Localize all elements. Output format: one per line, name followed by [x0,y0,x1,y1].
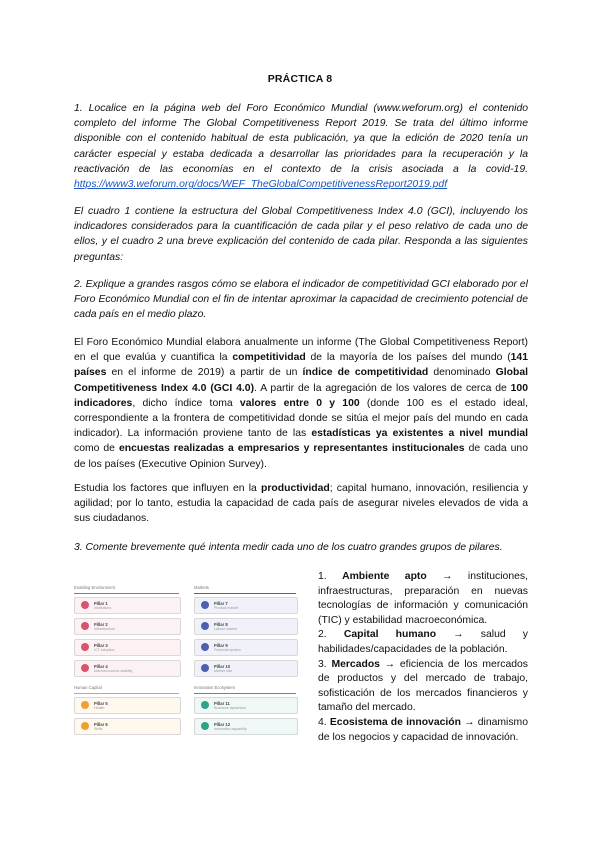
group-title-enabling: Enabling Environment [74,585,115,590]
pillar-icon [81,664,89,672]
answer-text: denominado [428,367,496,379]
question-3: 3. Comente brevemente qué intenta medir cada uno de los cuatro grandes grupos de pilares. [74,542,503,553]
answer-text: de la mayoría de los países del mundo ( [305,352,511,364]
group-underline [194,693,296,694]
answer-bold: productividad [261,483,330,494]
item-text: → instituciones, infraestructuras, preparación en nuevas tecnologías de información y comunicación (TIC) y estabilidad macroeconómica. [318,571,528,626]
group-underline [194,593,296,594]
pillar-name: Pillar 4 [94,663,108,669]
pillar-card [194,718,298,735]
pillar-icon [81,701,89,709]
pillar-name: Pillar 6 [94,721,108,727]
answer-bold: competitividad [232,352,306,364]
answer-3-list [318,570,528,745]
item-heading: Capital humano [343,629,437,641]
pillar-icon [81,622,89,630]
pillar-name: Pillar 5 [94,700,108,706]
pillar-subtitle: Innovation capability [214,726,247,731]
answer-3-item [318,628,528,657]
answer-text: . A partir de la agregación de los valores de cerca de [254,382,511,394]
pillar-subtitle: Macroeconomic stability [94,668,133,673]
answer-bold: estadísticas ya existentes a nivel mundial [311,428,528,440]
pillar-card [194,618,298,635]
group-title-markets: Markets [194,585,209,590]
answer-text: de cada uno de los países (Executive Opinion Survey). [74,443,528,470]
pillar-card [194,697,298,714]
pillar-card [74,718,181,735]
pillar-icon [201,601,209,609]
pillar-icon [201,643,209,651]
question-1-text: 1. Localice en la página web del Foro Económico Mundial (www.weforum.org) el contenido completo del informe The Global Competitiveness Report 2019. Se trata del último informe disponible con el contenido habitual de esta publicación, ya que la edición de 2020 tenía un carácter especial y estaba dedicada a desarrollar las prioridades para la recuperación y la reactivación de las economías en el contexto de la crisis asociada a la covid-19. [74,103,528,175]
pillar-subtitle: Business dynamism [214,705,246,710]
answer-bold: encuestas realizadas a empresarios y representantes institucionales [118,443,465,455]
pillar-card [194,639,298,656]
pillar-name: Pillar 9 [214,642,228,648]
pillar-icon [201,622,209,630]
answer-text: Estudia los factores que influyen en la [74,483,262,494]
item-number: 2. [318,629,344,641]
pillar-subtitle: Labour market [214,626,238,631]
pillar-icon [201,664,209,672]
answer-3-item [318,716,528,745]
group-title-human-capital: Human Capital [74,685,102,690]
pillar-subtitle: Institutions [94,605,112,610]
item-number: 4. [318,716,330,728]
pillar-icon [81,601,89,609]
pillar-subtitle: Financial system [214,647,241,652]
pillar-name: Pillar 1 [94,600,108,606]
answer-bold: 141 países [74,352,528,379]
answer-bold: 100 indicadores [74,382,528,409]
page-title: PRÁCTICA 8 [267,73,333,85]
group-underline [74,693,179,694]
pillar-subtitle: ICT adoption [94,647,115,652]
item-text: → salud y habilidades/capacidades de la población. [318,629,528,655]
pillars-figure [74,582,296,752]
pillar-subtitle: Product market [214,605,239,610]
answer-text: , dicho índice toma [132,397,240,409]
pillar-name: Pillar 2 [94,621,108,627]
answer-3-item [318,658,528,716]
pillar-name: Pillar 8 [214,621,228,627]
pillar-name: Pillar 11 [214,700,230,706]
question-2: 2. Explique a grandes rasgos cómo se elabora el indicador de competitividad GCI elaborado por el Foro Económico Mundial con el fin de intentar aproximar la capacidad de crecimiento potencial de cada país en el medio plazo. [74,279,528,321]
answer-bold: índice de competitividad [302,367,429,379]
pillar-card [74,697,181,714]
question-1 [74,101,528,192]
answer-bold: Global Competitiveness Index 4.0 (GCI 4.0) [74,367,529,394]
pillar-name: Pillar 12 [214,721,231,727]
pillar-subtitle: Health [94,705,105,710]
answer-text: El Foro Económico Mundial elabora anualmente un informe (The Global Competitiveness Report) en el que evalúa y cuantifica la [74,337,528,364]
answer-text: (donde 100 es el estado ideal, correspondiente a la frontera de competitividad donde se sitúa el mejor país del mundo en cada indicador). La información proviene tanto de las [74,397,528,440]
pillar-card [74,639,181,656]
pillar-icon [81,722,89,730]
answer-text: ; capital humano, innovación, resiliencia y agilidad; por lo tanto, estudia la capacidad de cada país de asegurar niveles elevados de vida a sus ciudadanos. [74,483,528,525]
pillar-subtitle: Skills [94,726,103,731]
intro-paragraph: El cuadro 1 contiene la estructura del Global Competitiveness Index 4.0 (GCI), incluyendo los indicadores considerados para la cuantificación de cada pilar y el peso relativo de cada uno de ellos, y el cuadro 2 una breve explicación del contenido de cada pilar. Responda a las siguientes preguntas: [74,206,528,263]
report-link[interactable]: https://www3.weforum.org/docs/WEF_TheGlobalCompetitivenessReport2019.pdf [74,179,448,191]
item-text: → eficiencia de los mercados de productos y del mercado de trabajo, sofisticación de los mercados financieros y tamaño del mercado. [318,658,529,714]
pillar-card [194,597,298,614]
pillar-card [74,597,181,614]
pillar-name: Pillar 10 [214,663,231,669]
group-title-innovation: Innovation Ecosystem [194,685,235,690]
item-heading: Ecosistema de innovación [329,716,461,728]
pillar-card [74,618,181,635]
item-number: 1. [318,571,343,582]
answer-text: en el informe de 2019) a partir de un [106,367,303,379]
pillar-name: Pillar 7 [214,600,228,606]
pillar-subtitle: Infrastructure [94,626,116,631]
answer-2-paragraph [74,335,528,472]
pillar-icon [201,722,209,730]
item-number: 3. [318,658,332,670]
pillar-icon [201,701,209,709]
item-heading: Ambiente apto [342,571,427,582]
pillar-name: Pillar 3 [94,642,108,648]
answer-2-followup [74,481,528,527]
pillar-icon [81,643,89,651]
pillar-card [74,660,181,677]
pillar-card [194,660,298,677]
item-text: → dinamismo de los negocios y capacidad de innovación. [318,716,528,743]
pillar-subtitle: Market size [214,668,233,673]
group-underline [74,593,179,594]
item-heading: Mercados [331,658,380,670]
answer-bold: valores entre 0 y 100 [239,397,360,409]
answer-3-item [318,570,528,628]
answer-text: como de [74,443,119,455]
